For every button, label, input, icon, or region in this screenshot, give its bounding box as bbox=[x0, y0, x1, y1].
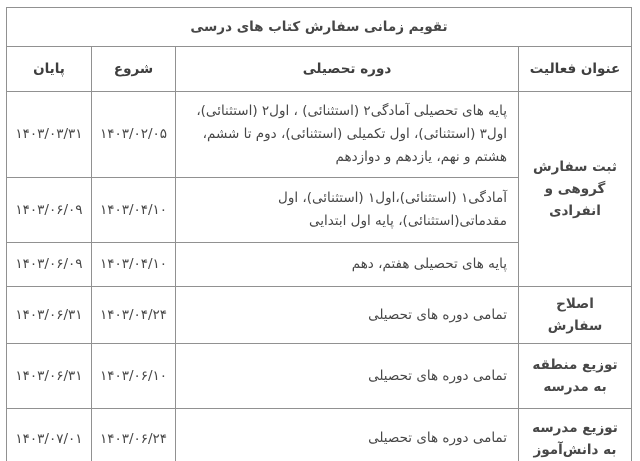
table-row bbox=[6, 344, 631, 409]
activity-title-cell: توزیع منطقه به مدرسه bbox=[519, 344, 632, 409]
table-title: تقویم زمانی سفارش کتاب های درسی bbox=[6, 8, 631, 47]
end-date-cell: ۱۴۰۳/۰۶/۰۹ bbox=[6, 242, 91, 286]
column-header-start: شروع bbox=[92, 47, 176, 92]
column-header-period: دوره تحصیلی bbox=[176, 47, 519, 92]
start-date-cell: ۱۴۰۳/۰۲/۰۵ bbox=[92, 92, 176, 178]
end-date-cell: ۱۴۰۳/۰۶/۰۹ bbox=[6, 177, 91, 242]
end-date-cell: ۱۴۰۳/۰۷/۰۱ bbox=[6, 409, 91, 461]
table-row bbox=[6, 92, 631, 178]
period-cell: آمادگی۱ (استثنائی)،اول۱ (استثنائی)، اول مقدماتی(استثنائی)، پایه اول ابتدایی bbox=[176, 177, 519, 242]
start-date-cell: ۱۴۰۳/۰۴/۱۰ bbox=[92, 242, 176, 286]
column-header-activity: عنوان فعالیت bbox=[519, 47, 632, 92]
end-date-cell: ۱۴۰۳/۰۳/۳۱ bbox=[6, 92, 91, 178]
title-row bbox=[6, 8, 631, 47]
activity-title-cell: اصلاح سفارش bbox=[519, 286, 632, 344]
start-date-cell: ۱۴۰۳/۰۴/۲۴ bbox=[92, 286, 176, 344]
start-date-cell: ۱۴۰۳/۰۶/۱۰ bbox=[92, 344, 176, 409]
end-date-cell: ۱۴۰۳/۰۶/۳۱ bbox=[6, 344, 91, 409]
period-cell: پایه های تحصیلی آمادگی۲ (استثنائی) ، اول۲ (استثنائی)، اول۳ (استثنائی)، اول تکمیلی (استثنائی)، دوم تا ششم، هشتم و نهم، یازدهم و دوازدهم bbox=[176, 92, 519, 178]
table-row bbox=[6, 409, 631, 461]
textbook-order-schedule-table bbox=[6, 7, 632, 461]
period-cell: تمامی دوره های تحصیلی bbox=[176, 286, 519, 344]
table-row bbox=[6, 286, 631, 344]
activity-title-cell: ثبت سفارش گروهی و انفرادی bbox=[519, 92, 632, 287]
period-cell: تمامی دوره های تحصیلی bbox=[176, 344, 519, 409]
activity-title-cell: توزیع مدرسه به دانش‌آموز bbox=[519, 409, 632, 461]
header-row bbox=[6, 47, 631, 92]
period-cell: پایه های تحصیلی هفتم، دهم bbox=[176, 242, 519, 286]
end-date-cell: ۱۴۰۳/۰۶/۳۱ bbox=[6, 286, 91, 344]
start-date-cell: ۱۴۰۳/۰۶/۲۴ bbox=[92, 409, 176, 461]
period-cell: تمامی دوره های تحصیلی bbox=[176, 409, 519, 461]
start-date-cell: ۱۴۰۳/۰۴/۱۰ bbox=[92, 177, 176, 242]
column-header-end: پایان bbox=[6, 47, 91, 92]
